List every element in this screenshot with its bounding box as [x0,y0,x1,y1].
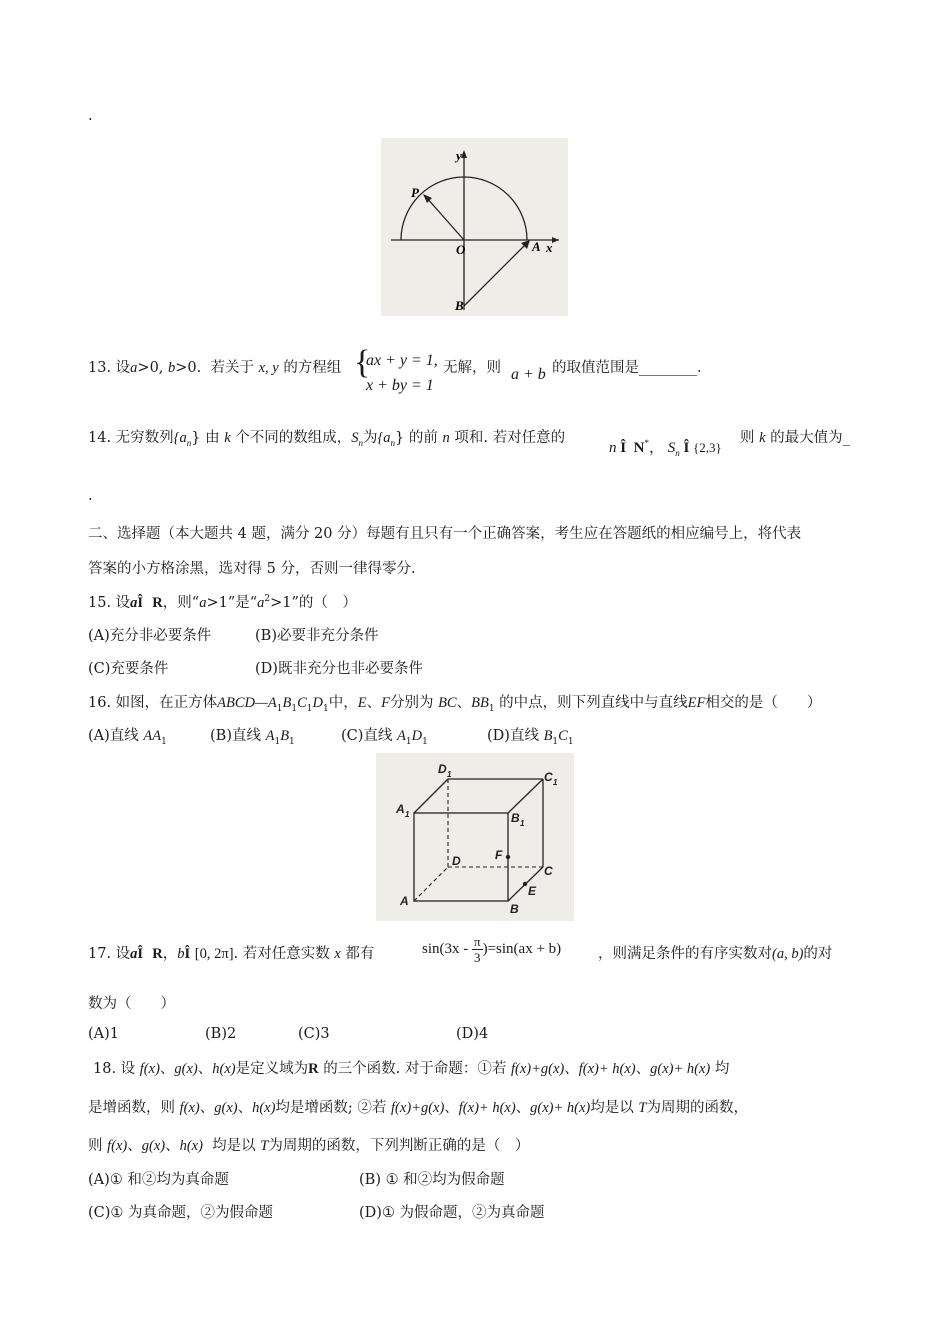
q16-sub-d: 1 [323,703,329,714]
q17-prefix: 17. 设 [88,946,131,962]
q14-text5: 项和. 若对任意的 [454,430,566,446]
label-A-bottom: A [400,894,409,908]
q15-option-A[interactable]: (A)充分非必要条件 [88,628,212,644]
q18-sep-4: 、 [635,1061,651,1077]
vector-OP [426,197,464,240]
question-16 [88,691,821,714]
label-y: y [456,148,462,163]
q14-seq-2: {a [377,430,391,446]
q16-optB-value: A [265,728,275,744]
q18-l2-gx: g(x) [214,1100,238,1116]
q16-optB-value2: B [280,728,290,744]
q15-R: R [152,595,163,611]
q18-prefix: 18. 设 [93,1061,136,1077]
q18-R: R [308,1061,319,1077]
q15-option-B[interactable]: (B)必要非充分条件 [255,628,379,644]
q16-optC-value2: D [411,728,423,744]
q16-sub-c: 1 [306,703,313,714]
q13-var-b: b [168,360,176,376]
q16-E: E [357,695,367,711]
q14-seq-close: } [191,430,201,446]
q18-l3-c: 为周期的函数，下列判断正确的是（ ） [268,1138,530,1154]
q13-equation-1: ax + y = 1, [366,352,438,369]
q16-option-C[interactable] [341,724,428,747]
q13-text4: 的取值范围是________. [552,360,702,376]
q14-text4: 的前 [408,430,438,446]
q16-sub-b: 1 [291,703,298,714]
q14-text3: 为 [362,430,378,446]
q14-text7: 的最大值为_ [770,430,850,446]
q17-R: R [152,946,163,962]
point-E [523,882,527,886]
q14-prefix: 14. 无穷数列 [88,430,174,446]
section-2-line-2: 答案的小方格涂黑，选对得 5 分，否则一律得零分. [88,561,416,577]
q18-sep-1: 、 [159,1061,175,1077]
q18-fx: f(x) [139,1061,160,1077]
q13-equation-2: x + by = 1 [366,377,434,394]
label-A1-sub: 1 [405,810,410,819]
q16-cube-D: D [312,695,323,711]
q18-l2-d: 为周期的函数， [646,1100,748,1116]
q15-in: Î [137,595,144,611]
q17-text2: 都有 [345,946,375,962]
q18-option-A[interactable]: (A)① 和②均为真命题 [88,1172,229,1188]
q15-var-a: a [130,595,138,611]
q18-text-c: 的三个函数. 对于命题：①若 [323,1061,507,1077]
section-2-line-1: 二、选择题（本大题共 4 题，满分 20 分）每题有且只有一个正确答案，考生应在答题纸的相应编号上，将代表 [88,526,802,542]
q16-optA-label: (A)直线 [88,728,139,744]
q17-option-C[interactable]: (C)3 [298,1026,330,1042]
q17-lhs1: sin(3x - [422,941,469,957]
q16-EF: EF [687,695,706,711]
q17-fraction [472,934,483,965]
q16-optD-value: B [543,728,553,744]
label-C: C [544,770,553,784]
q18-l2-fph: f(x)+ h(x) [458,1100,516,1116]
q14-ending [740,426,850,447]
q17-var-a: a [130,946,138,962]
q15-option-C[interactable]: (C)充要条件 [88,661,169,677]
q16-optA-value: AA [143,728,162,744]
q18-l2-fpg: f(x)+g(x) [391,1100,445,1116]
q15-text1: ，则“ [162,595,200,611]
q18-sep-3: 、 [564,1061,579,1077]
q17-lhs2: )=sin(ax + b) [482,941,562,957]
q18-text-b: 是定义域为 [235,1061,309,1077]
cube-diagram [376,753,574,921]
q14-cond-S: S [667,440,676,456]
q14-condition [609,436,722,458]
q17-in1: Î [137,946,144,962]
q16-option-A[interactable] [88,724,167,747]
q16-mid1: 中， [328,695,358,711]
q14-cond-n: n [609,440,617,456]
q18-l2-c: 均是以 [590,1100,634,1116]
q16-end: 相交的是（ ） [705,695,822,711]
q17-tail [598,942,832,963]
q16-mid2: 分别为 [389,695,434,711]
q16-BB: BB [471,695,489,711]
q13-text2: 的方程组 [283,360,342,376]
label-C-bottom: C [544,864,553,878]
q18-l3-a: 则 [88,1138,103,1154]
q14-text1: 由 [205,430,220,446]
label-D1-sub: 1 [447,770,452,779]
q15-cond2b: >1 [270,595,292,611]
q14-cond-star: * [644,438,649,448]
q17-var-b: b [177,946,185,962]
q18-l3-sep-2: 、 [165,1138,180,1154]
q18-l2-hx: h(x) [252,1100,276,1116]
q15-sup: 2 [264,594,271,605]
q16-mid3: 的中点，则下列直线中与直线 [499,695,688,711]
label-A: A [532,239,541,254]
q16-sep-2: 、 [456,695,472,711]
q16-cube-B: B [282,695,292,711]
q16-cube-C: C [297,695,307,711]
q18-hx: h(x) [212,1061,236,1077]
q14-tail: . [88,488,93,504]
q16-optC-value: A [397,728,406,744]
question-17 [88,942,374,963]
q18-l2-gph: g(x)+ h(x) [530,1100,591,1116]
q18-jun: 均 [714,1061,730,1077]
q16-cube-1: ABCD—A [217,695,277,711]
q16-optC-label: (C)直线 [341,728,393,744]
q18-l2-a: 是增函数，则 [88,1100,175,1116]
q16-F: F [381,695,390,711]
q16-optD-value2: C [558,728,568,744]
q17-line-2: 数为（ ） [88,996,175,1012]
q18-option-C[interactable]: (C)① 为真命题，②为假命题 [88,1205,274,1221]
q14-cond-comma: ， [648,440,664,456]
q18-l3-T: T [260,1138,269,1154]
q14-S-sub: n [358,437,363,448]
q16-optA-sub: 1 [161,736,167,747]
q18-l3-sep-1: 、 [127,1138,142,1154]
stray-dot: . [88,108,93,124]
q18-l2-sep-3: 、 [444,1100,459,1116]
q17-text3: ，则满足条件的有序实数对 [598,946,772,962]
q18-fph: f(x)+ h(x) [578,1061,636,1077]
cube-front-face [414,813,508,901]
q13-text3: 无解，则 [443,360,501,376]
q13-var-a: a [130,360,138,376]
hidden-edge-AD [414,867,448,901]
q14-n: n [442,430,450,446]
q18-l3-gx: g(x) [141,1138,166,1154]
label-D-bottom: D [452,854,461,868]
q16-BC: BC [438,695,457,711]
question-15 [88,591,357,612]
label-E: E [528,884,537,898]
edge-A1D1 [414,779,448,813]
q16-optD-sub1: 1 [552,736,559,747]
q16-optC-sub2: 1 [422,736,428,747]
q16-option-D[interactable] [487,724,574,747]
question-18-line-3 [88,1134,529,1155]
q18-fpg: f(x)+g(x) [511,1061,565,1077]
q17-text4: 的对 [803,946,833,962]
q18-gph: g(x)+ h(x) [650,1061,711,1077]
q15-text2: ”是“ [227,595,258,611]
q14-S: S [351,430,359,446]
figure-unit-circle [381,138,568,316]
q18-l2-sep-4: 、 [515,1100,531,1116]
q17-text1: . 若对任意实数 [233,946,330,962]
q13-expr: a + b [511,366,546,383]
q13-text1: 若关于 [210,360,254,376]
q17-option-A[interactable]: (A)1 [88,1026,120,1042]
q13-cond-a: >0, [137,360,169,376]
q14-k-2: k [759,430,766,446]
q13-cond-b: >0. [175,360,202,376]
q15-cond1: a [199,595,207,611]
q14-text6: 则 [740,430,755,446]
edge-B1C1 [508,779,543,813]
q17-comma: ， [162,946,178,962]
label-B1-sub: 1 [520,819,525,828]
q17-x: x [334,946,341,962]
label-B-top: B [511,811,520,825]
q16-sub-a: 1 [276,703,283,714]
q16-prefix: 16. 如图，在正方体 [88,695,218,711]
label-B-bottom: B [510,902,519,916]
q16-sub-e: 1 [488,703,495,714]
label-F: F [495,848,503,862]
point-F [506,855,510,859]
label-O: O [456,242,466,257]
q14-seq: {a [173,430,187,446]
q15-prefix: 15. 设 [88,595,131,611]
system-brace: { [354,344,371,381]
q14-k: k [224,430,231,446]
q16-optB-label: (B)直线 [210,728,261,744]
q17-in2: Î [184,946,191,962]
q18-l2-b: 均是增函数; ②若 [275,1100,387,1116]
q16-option-B[interactable] [210,724,295,747]
question-18-line-2 [88,1096,748,1117]
q17-pi: π [474,934,481,949]
vector-BA [464,243,527,306]
q14-cond-in-1: Î [620,440,627,456]
y-axis-arrow [461,150,467,158]
q13-vars: x, y [258,360,279,376]
q14-seq-2-close: } [395,430,405,446]
q18-gx: g(x) [174,1061,198,1077]
figure-cube [376,753,574,921]
q18-sep-2: 、 [197,1061,213,1077]
q18-l3-fx: f(x) [107,1138,128,1154]
q16-optD-sub2: 1 [567,736,574,747]
label-B: B [455,298,464,313]
question-18-line-1 [93,1057,729,1078]
q13-prefix: 13. 设 [88,360,131,376]
q17-option-B[interactable]: (B)2 [205,1026,237,1042]
q17-pair: (a, b) [772,946,804,962]
q14-seq-sub: n [186,437,192,448]
label-C1-sub: 1 [553,778,558,787]
q16-optD-label: (D)直线 [487,728,539,744]
question-13 [88,356,341,377]
q17-option-D[interactable]: (D)4 [456,1026,489,1042]
q18-l3-hx: h(x) [179,1138,203,1154]
q14-cond-in-2: Î [683,440,690,456]
q14-text2: 个不同的数组成， [235,430,352,446]
q14-cond-N: N [633,440,645,456]
q14-cond-set: {2,3} [693,440,722,455]
q17-interval: [0, 2π] [194,946,234,962]
q14-seq-2-sub: n [390,437,396,448]
q18-l2-fx: f(x) [179,1100,200,1116]
q15-cond2: a [257,595,265,611]
q18-l3-b: 均是以 [212,1138,256,1154]
label-D: D [438,762,447,776]
q17-equation [422,934,561,965]
q18-option-D[interactable]: (D)① 为假命题，②为真命题 [359,1205,545,1221]
q15-option-D[interactable]: (D)既非充分也非必要条件 [255,661,423,677]
label-x: x [546,240,553,255]
q16-optC-sub1: 1 [405,736,412,747]
label-P: P [411,185,419,200]
label-A-top: A [396,802,405,816]
q16-sep: 、 [366,695,382,711]
q18-option-B[interactable]: (B) ① 和②均为假命题 [359,1172,505,1188]
q16-optB-sub2: 1 [289,736,295,747]
question-14 [88,426,565,448]
q18-l2-sep-1: 、 [199,1100,215,1116]
q15-text3: ”的（ ） [291,595,357,611]
q14-cond-S-sub: n [675,448,680,458]
q18-l2-T: T [638,1100,647,1116]
q16-optB-sub1: 1 [274,736,281,747]
x-axis-arrow [552,237,559,243]
q15-cond1b: >1 [206,595,228,611]
q17-three: 3 [474,950,481,965]
q18-l2-sep-2: 、 [237,1100,253,1116]
unit-circle-diagram [381,138,568,316]
